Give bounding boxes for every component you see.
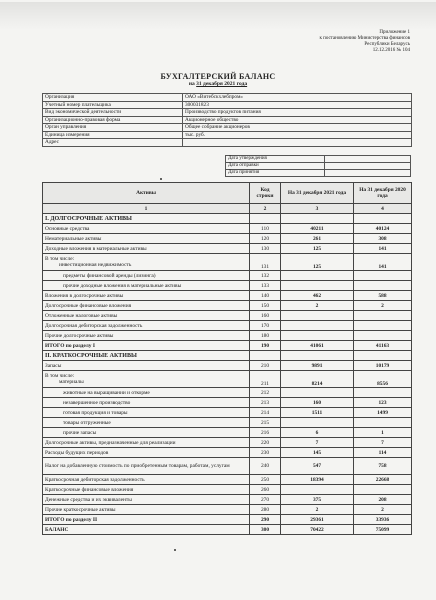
table-row xyxy=(43,371,412,388)
table-row xyxy=(43,224,412,234)
row-code: 270 xyxy=(250,495,281,505)
row-code: 240 xyxy=(250,458,281,475)
row-label: Прочие краткосрочные активы xyxy=(43,505,250,515)
row-value-2020: 141 xyxy=(354,244,412,254)
table-row xyxy=(43,331,412,341)
row-label: готовая продукция и товары xyxy=(43,408,250,418)
colnum: 4 xyxy=(354,204,412,214)
row-label: Вложения в долгосрочные активы xyxy=(43,291,250,301)
appendix-note xyxy=(319,30,410,54)
row-value-2021: 2 xyxy=(281,301,354,311)
colnum: 1 xyxy=(43,204,250,214)
row-label-sub: материалы xyxy=(59,379,84,385)
row-value-2021 xyxy=(281,254,354,271)
row-value-2021: 70422 xyxy=(281,525,354,535)
date-prefix: на xyxy=(188,81,195,87)
row-code: 180 xyxy=(250,331,281,341)
row-value-2021: 375 xyxy=(281,495,354,505)
row-value-2020: 208 xyxy=(354,495,412,505)
row-value-2020 xyxy=(354,271,412,281)
info-value xyxy=(183,139,412,147)
row-value-2021: 18394 xyxy=(281,475,354,485)
row-value-2021 xyxy=(281,388,354,398)
table-colnum-row xyxy=(43,204,412,214)
row-code: 160 xyxy=(250,311,281,321)
table-row xyxy=(43,388,412,398)
row-code: 216 xyxy=(250,428,281,438)
table-row xyxy=(43,438,412,448)
row-value-2021: 6 xyxy=(281,428,354,438)
row-label: животные на выращивании и откорме xyxy=(43,388,250,398)
row-value-2020 xyxy=(354,321,412,331)
row-value-2021 xyxy=(281,371,354,388)
row-value-2020: 123 xyxy=(354,398,412,408)
table-row xyxy=(43,475,412,485)
row-value-2021: 9891 xyxy=(281,361,354,371)
row-value-2020: 758 xyxy=(354,458,412,475)
row-label xyxy=(43,254,250,271)
table-row xyxy=(43,311,412,321)
table-row xyxy=(43,515,412,525)
row-label: Запасы xyxy=(43,361,250,371)
row-value-2020: 2 xyxy=(354,505,412,515)
row-code: 120 xyxy=(250,234,281,244)
info-row xyxy=(43,124,412,132)
row-value-2020: 2 xyxy=(354,301,412,311)
row-value-2021: 125 xyxy=(281,244,354,254)
document-title: БУХГАЛТЕРСКИЙ БАЛАНС xyxy=(160,72,276,81)
dates-row xyxy=(226,170,411,177)
row-value: 8556 xyxy=(377,381,388,387)
row-value-2021 xyxy=(281,485,354,495)
row-value-2021 xyxy=(281,418,354,428)
info-value: 300031823 xyxy=(183,101,412,109)
table-row xyxy=(43,428,412,438)
row-value-2021: 261 xyxy=(281,234,354,244)
row-code: 212 xyxy=(250,388,281,398)
row-code: 300 xyxy=(250,525,281,535)
scan-speck xyxy=(174,549,176,551)
row-code-value: 131 xyxy=(260,264,270,270)
row-value-2020 xyxy=(354,214,412,224)
row-value-2020 xyxy=(354,485,412,495)
row-value-2020 xyxy=(354,254,412,271)
row-label: I. ДОЛГОСРОЧНЫЕ АКТИВЫ xyxy=(43,214,250,224)
info-row xyxy=(43,131,412,139)
scan-shading xyxy=(0,2,436,30)
header-2020: На 31 декабря 2020 года xyxy=(354,183,412,204)
info-value: Производство продуктов питания xyxy=(183,109,412,117)
row-label: Доходные вложения в материальные активы xyxy=(43,244,250,254)
appendix-line: Приложение 1 xyxy=(379,30,410,35)
row-value-2020: 22668 xyxy=(354,475,412,485)
table-row xyxy=(43,291,412,301)
row-code xyxy=(250,351,281,361)
row-label: Долгосрочные финансовые вложения xyxy=(43,301,250,311)
row-label xyxy=(43,371,250,388)
row-value-2020: 41163 xyxy=(354,341,412,351)
table-row xyxy=(43,418,412,428)
info-label: Орган управления xyxy=(43,124,183,132)
balance-table xyxy=(42,182,412,535)
row-code: 210 xyxy=(250,361,281,371)
row-code: 170 xyxy=(250,321,281,331)
table-row xyxy=(43,351,412,361)
info-value: ОАО «Витебскхлебпром» xyxy=(183,94,412,102)
scan-speck xyxy=(160,178,162,180)
row-label: Отложенные налоговые активы xyxy=(43,311,250,321)
report-date xyxy=(0,81,436,87)
row-value-2021: 145 xyxy=(281,448,354,458)
row-label-sub: инвестиционная недвижимость xyxy=(59,262,132,268)
row-value-2020 xyxy=(354,331,412,341)
row-code: 140 xyxy=(250,291,281,301)
colnum: 3 xyxy=(281,204,354,214)
row-code: 190 xyxy=(250,341,281,351)
row-value-2020: 40124 xyxy=(354,224,412,234)
row-value-2020 xyxy=(354,281,412,291)
header-2021: На 31 декабря 2021 года xyxy=(281,183,354,204)
table-row xyxy=(43,408,412,418)
info-label: Адрес xyxy=(43,139,183,147)
row-value-2020 xyxy=(354,371,412,388)
row-value: 8214 xyxy=(311,381,323,387)
row-value-2020: 1499 xyxy=(354,408,412,418)
row-code: 280 xyxy=(250,505,281,515)
info-label: Организация xyxy=(43,94,183,102)
row-code: 290 xyxy=(250,515,281,525)
row-value-2021: 41061 xyxy=(281,341,354,351)
info-row xyxy=(43,109,412,117)
row-label: Денежные средства и их эквиваленты xyxy=(43,495,250,505)
row-label: Нематериальные активы xyxy=(43,234,250,244)
row-code: 213 xyxy=(250,398,281,408)
table-row xyxy=(43,281,412,291)
row-value-2020: 75099 xyxy=(354,525,412,535)
row-value-2020: 114 xyxy=(354,448,412,458)
info-row xyxy=(43,101,412,109)
row-code: 110 xyxy=(250,224,281,234)
dates-table xyxy=(225,155,411,177)
row-value: 141 xyxy=(378,264,387,270)
row-value-2021: 40211 xyxy=(281,224,354,234)
table-row xyxy=(43,505,412,515)
info-row xyxy=(43,139,412,147)
table-row xyxy=(43,458,412,475)
row-label: Основные средства xyxy=(43,224,250,234)
table-row xyxy=(43,321,412,331)
row-code: 130 xyxy=(250,244,281,254)
dates-row xyxy=(226,163,411,170)
row-code xyxy=(250,371,281,388)
row-code: 132 xyxy=(250,271,281,281)
row-code: 220 xyxy=(250,438,281,448)
row-label: Налог на добавленную стоимость по приобретенным товарам, работам, услугам xyxy=(43,458,250,475)
row-value-2020: 33936 xyxy=(354,515,412,525)
row-label: незавершенное производство xyxy=(43,398,250,408)
row-label: ИТОГО по разделу I xyxy=(43,341,250,351)
table-row xyxy=(43,485,412,495)
table-row xyxy=(43,398,412,408)
appendix-line: к постановлению Министерства финансов xyxy=(319,36,410,41)
table-row xyxy=(43,244,412,254)
row-value-2021: 2 xyxy=(281,505,354,515)
row-label: предметы финансовой аренды (лизинга) xyxy=(43,271,250,281)
info-row xyxy=(43,94,412,102)
row-label: Расходы будущих периодов xyxy=(43,448,250,458)
row-value-2020: 1 xyxy=(354,428,412,438)
date-value: 31 декабря 2021 года xyxy=(196,81,248,87)
info-value: Общее собрание акционеров xyxy=(183,124,412,132)
row-value-2021 xyxy=(281,311,354,321)
info-row xyxy=(43,116,412,124)
table-row xyxy=(43,301,412,311)
row-value-2021: 7 xyxy=(281,438,354,448)
row-value-2020 xyxy=(354,351,412,361)
row-value-2021 xyxy=(281,351,354,361)
table-row xyxy=(43,361,412,371)
row-value-2020: 7 xyxy=(354,438,412,448)
table-row xyxy=(43,234,412,244)
info-label: Учетный номер плательщика xyxy=(43,101,183,109)
appendix-line: 12.12.2016 № 104 xyxy=(372,48,410,53)
row-code: 215 xyxy=(250,418,281,428)
row-label: Долгосрочная дебиторская задолженность xyxy=(43,321,250,331)
row-value-2020 xyxy=(354,311,412,321)
row-value-2021: 1511 xyxy=(281,408,354,418)
row-code xyxy=(250,214,281,224)
row-label: Прочие долгосрочные активы xyxy=(43,331,250,341)
dates-label: Дата утверждения xyxy=(226,156,325,163)
row-code: 214 xyxy=(250,408,281,418)
row-value-2021: 160 xyxy=(281,398,354,408)
row-label-main: В том числе: xyxy=(45,256,75,262)
table-row xyxy=(43,341,412,351)
row-label: Краткосрочные финансовые вложения xyxy=(43,485,250,495)
info-label: Вид экономической деятельности xyxy=(43,109,183,117)
dates-label: Дата отправки xyxy=(226,163,325,170)
table-row xyxy=(43,448,412,458)
row-value-2020: 10179 xyxy=(354,361,412,371)
row-value-2020: 308 xyxy=(354,234,412,244)
row-value-2021: 547 xyxy=(281,458,354,475)
row-code: 150 xyxy=(250,301,281,311)
row-value-2020 xyxy=(354,388,412,398)
row-label: товары отгруженные xyxy=(43,418,250,428)
row-label: II. КРАТКОСРОЧНЫЕ АКТИВЫ xyxy=(43,351,250,361)
row-value-2021 xyxy=(281,321,354,331)
colnum: 2 xyxy=(250,204,281,214)
row-value-2020: 588 xyxy=(354,291,412,301)
row-code: 133 xyxy=(250,281,281,291)
dates-value xyxy=(325,156,411,163)
dates-label: Дата принятия xyxy=(226,170,325,177)
dates-row xyxy=(226,156,411,163)
row-value-2021 xyxy=(281,331,354,341)
row-code: 230 xyxy=(250,448,281,458)
table-row xyxy=(43,495,412,505)
table-row xyxy=(43,525,412,535)
appendix-line: Республики Беларусь xyxy=(364,42,410,47)
table-row xyxy=(43,254,412,271)
row-label-main: В том числе: xyxy=(45,373,75,379)
row-label: Краткосрочная дебиторская задолженность xyxy=(43,475,250,485)
row-code: 250 xyxy=(250,475,281,485)
row-value-2021 xyxy=(281,214,354,224)
info-value: Акционерное общество xyxy=(183,116,412,124)
row-label: прочие доходные вложения в материальные активы xyxy=(43,281,250,291)
row-code-value: 211 xyxy=(261,381,269,387)
header-code: Код строки xyxy=(250,183,281,204)
info-label: Организационно-правовая форма xyxy=(43,116,183,124)
info-label: Единица измерения xyxy=(43,131,183,139)
row-value-2021: 462 xyxy=(281,291,354,301)
row-value-2021 xyxy=(281,281,354,291)
row-label: Долгосрочные активы, предназначенные для реализации xyxy=(43,438,250,448)
organization-info-table xyxy=(42,93,412,147)
table-header-row xyxy=(43,183,412,204)
info-value: тыс. руб. xyxy=(183,131,412,139)
row-value: 125 xyxy=(312,264,322,270)
row-code xyxy=(250,254,281,271)
row-value-2020 xyxy=(354,418,412,428)
row-label: ИТОГО по разделу II xyxy=(43,515,250,525)
dates-value xyxy=(325,163,411,170)
row-value-2021: 29361 xyxy=(281,515,354,525)
row-code: 260 xyxy=(250,485,281,495)
dates-value xyxy=(325,170,411,177)
row-value-2021 xyxy=(281,271,354,281)
header-assets: Активы xyxy=(43,183,250,204)
table-row xyxy=(43,214,412,224)
row-label: БАЛАНС xyxy=(43,525,250,535)
row-label: прочие запасы xyxy=(43,428,250,438)
table-row xyxy=(43,271,412,281)
